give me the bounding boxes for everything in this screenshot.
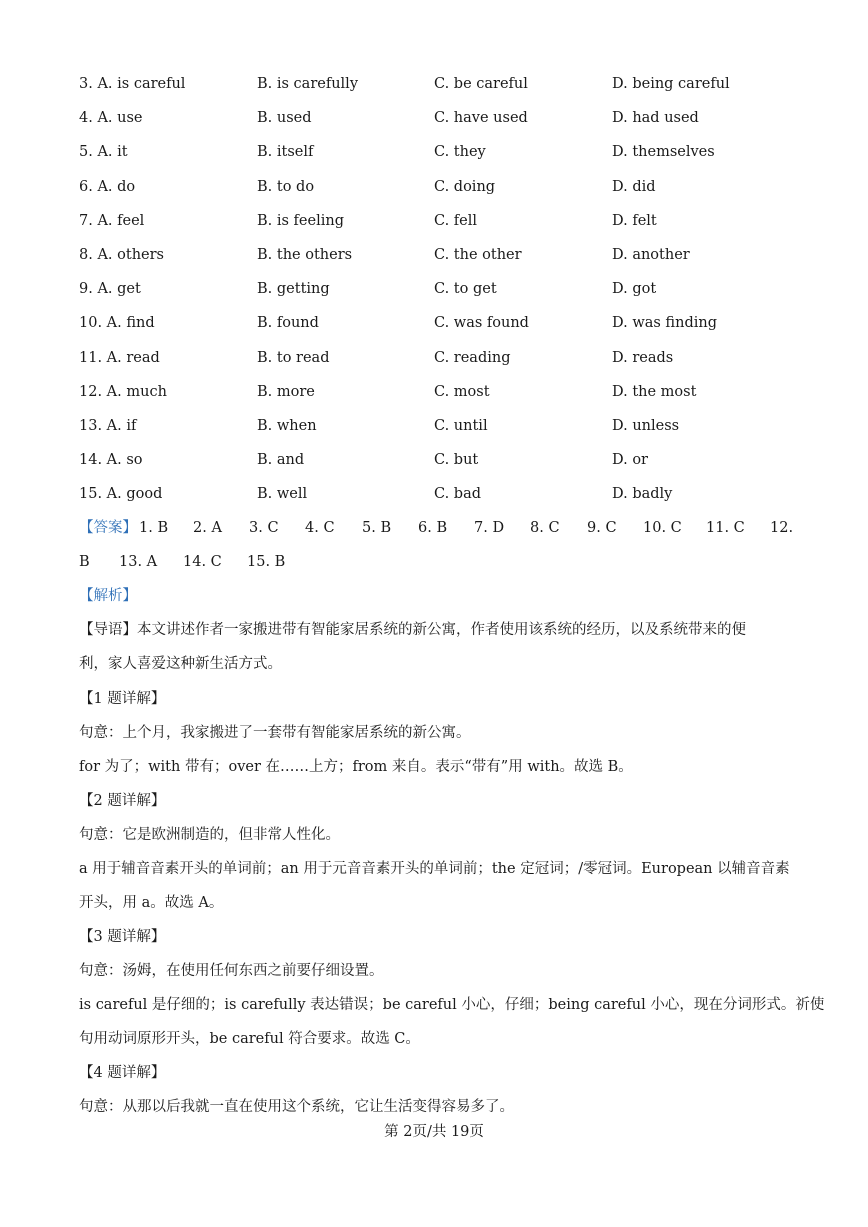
option-c: C. was found [434,315,529,332]
guide-line-2: 利，家人喜爱这种新生活方式。 [79,656,282,672]
q3-detail-2: 句用动词原形开头，be careful 符合要求。故选 C。 [79,1031,420,1047]
option-c: C. they [434,144,486,161]
option-c: C. but [434,452,479,469]
option-d: D. did [612,178,656,195]
option-row [79,244,799,266]
option-d: D. was finding [612,315,717,332]
option-b: B. used [257,110,312,127]
analysis-label: 【解析】 [79,588,137,604]
q4-title: 【4 题详解】 [79,1065,166,1081]
option-row [79,107,799,129]
q1-meaning: 句意：上个月，我家搬进了一套带有智能家居系统的新公寓。 [79,725,471,741]
answer-item: 9. C [587,520,617,536]
option-d: D. the most [612,383,697,400]
option-row [79,381,799,403]
option-a: 6. A. do [79,178,136,195]
option-d: D. badly [612,486,673,503]
option-b: B. is carefully [257,76,359,92]
option-d: D. reads [612,349,674,366]
answer-item: 4. C [305,520,335,536]
option-c: C. the other [434,247,522,263]
q3-detail-1: is careful 是仔细的；is carefully 表达错误；be careful 小心，仔细；being careful 小心，现在分词形式。祈使 [79,997,825,1013]
option-a: 15. A. good [79,486,163,503]
answer-item: 10. C [643,520,682,536]
q2-detail-1: a 用于辅音音素开头的单词前；an 用于元音音素开头的单词前；the 定冠词；/零冠词。European 以辅音音素 [79,861,790,877]
option-row [79,73,799,95]
q3-meaning: 句意：汤姆，在使用任何东西之前要仔细设置。 [79,963,384,979]
option-a: 12. A. much [79,383,167,400]
answer-item: 6. B [418,520,448,536]
option-b: B. more [257,383,315,400]
answer-item: 7. D [474,520,505,536]
answer-item: 11. C [706,520,745,536]
option-row [79,483,799,505]
option-d: D. themselves [612,144,715,161]
option-b: B. the others [257,247,353,263]
answer-item: 3. C [249,520,279,536]
option-a: 3. A. is careful [79,76,186,92]
option-d: D. felt [612,212,657,229]
option-c: C. be careful [434,76,528,92]
option-row [79,449,799,471]
option-c: C. to get [434,281,497,298]
answer-item: 14. C [183,554,222,570]
option-b: B. getting [257,281,330,298]
option-d: D. got [612,281,657,298]
option-b: B. itself [257,144,314,161]
answer-item: 2. A [193,520,222,536]
option-c: C. bad [434,486,482,503]
option-b: B. found [257,315,319,332]
option-a: 8. A. others [79,247,164,263]
option-b: B. is feeling [257,212,344,229]
answer-item: 5. B [362,520,392,536]
answer-item: 1. B [139,520,169,536]
option-b: B. to read [257,349,330,366]
option-row [79,312,799,334]
answer-item: 8. C [530,520,560,536]
guide-line-1: 【导语】本文讲述作者一家搬进带有智能家居系统的新公寓，作者使用该系统的经历，以及系统带来的便 [79,622,746,638]
option-c: C. until [434,418,488,434]
q3-title: 【3 题详解】 [79,929,166,945]
page-footer: 第 2页/共 19页 [384,1124,484,1140]
answer-label: 【答案】 [79,520,137,536]
answer-item: B [79,554,90,570]
option-c: C. most [434,383,490,400]
option-b: B. well [257,486,308,503]
option-a: 13. A. if [79,418,137,434]
option-a: 9. A. get [79,281,141,298]
option-a: 4. A. use [79,110,143,127]
q1-title: 【1 题详解】 [79,691,166,707]
q1-detail: for 为了；with 带有；over 在……上方；from 来自。表示“带有”用 with。故选 B。 [79,759,633,775]
option-d: D. another [612,247,690,263]
option-d: D. unless [612,418,680,434]
answer-item: 15. B [247,554,286,570]
option-c: C. doing [434,178,496,195]
option-c: C. have used [434,110,528,127]
option-row [79,176,799,198]
option-a: 5. A. it [79,144,128,161]
answer-item: 12. [770,520,794,536]
option-a: 7. A. feel [79,212,145,229]
option-d: D. or [612,452,648,469]
option-row [79,278,799,300]
q4-meaning: 句意：从那以后我就一直在使用这个系统，它让生活变得容易多了。 [79,1099,514,1115]
option-row [79,141,799,163]
option-row [79,415,799,437]
option-b: B. to do [257,178,315,195]
option-d: D. had used [612,110,699,127]
option-b: B. and [257,452,305,469]
q2-detail-2: 开头，用 a。故选 A。 [79,895,224,911]
option-row [79,347,799,369]
option-a: 14. A. so [79,452,143,469]
option-row [79,210,799,232]
option-d: D. being careful [612,76,730,92]
q2-meaning: 句意：它是欧洲制造的，但非常人性化。 [79,827,340,843]
answer-item: 13. A [119,554,158,570]
option-c: C. reading [434,349,511,366]
option-c: C. fell [434,212,478,229]
option-a: 10. A. find [79,315,155,332]
option-b: B. when [257,418,317,434]
option-a: 11. A. read [79,349,160,366]
q2-title: 【2 题详解】 [79,793,166,809]
